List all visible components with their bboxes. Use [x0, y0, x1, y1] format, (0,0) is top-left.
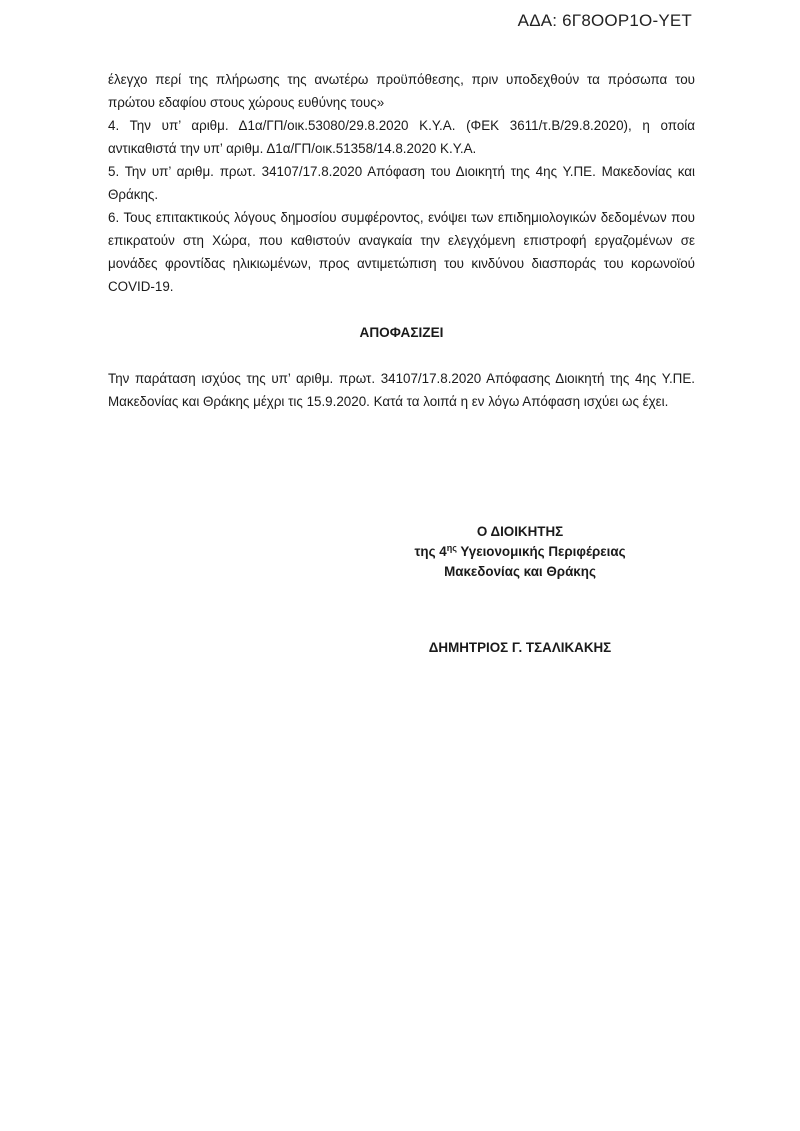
- decision-paragraph: Την παράταση ισχύος της υπ’ αριθμ. πρωτ. 34107/17.8.2020 Απόφασης Διοικητή της 4ης Υ.ΠΕ. Μακεδονίας και Θράκης μέχρι τις 15.9.2020. Κατά τα λοιπά η εν λόγω Απόφαση ισχύει ως έχει.: [108, 371, 695, 409]
- ada-code: ΑΔΑ: 6Γ8ΟΟΡ1Ο-ΥΕΤ: [517, 11, 692, 30]
- consideration-item-6: 6. Τους επιτακτικούς λόγους δημοσίου συμφέροντος, ενόψει των επιδημιολογικών δεδομένων που επικρατούν στη Χώρα, που καθιστούν αναγκαία την ελεγχόμενη επιστροφή εργαζομένων σε μονάδες φροντίδας ηλικιωμένων, προς αντιμετώπιση του κινδύνου διασποράς του κορωνοϊού COVID-19.: [108, 210, 695, 294]
- consideration-item-5: 5. Την υπ’ αριθμ. πρωτ. 34107/17.8.2020 Απόφαση του Διοικητή της 4ης Υ.ΠΕ. Μακεδονίας και Θράκης.: [108, 164, 695, 202]
- authority-suffix: Υγειονομικής Περιφέρειας: [456, 544, 626, 559]
- signatory-region-line: Μακεδονίας και Θράκης: [444, 564, 596, 579]
- signatory-name: ΔΗΜΗΤΡΙΟΣ Γ. ΤΣΑΛΙΚΑΚΗΣ: [428, 640, 612, 655]
- signature-block: [372, 522, 668, 582]
- authority-ordinal-suffix: ης: [446, 543, 457, 553]
- consideration-item-4: 4. Την υπ’ αριθμ. Δ1α/ΓΠ/οικ.53080/29.8.2020 Κ.Υ.Α. (ΦΕΚ 3611/τ.Β/29.8.2020), η οποία αντικαθιστά την υπ’ αριθμ. Δ1α/ΓΠ/οικ.51358/14.8.2020 Κ.Υ.Α.: [108, 118, 695, 156]
- signatory-title: Ο ΔΙΟΙΚΗΤΗΣ: [476, 524, 564, 539]
- considerations-block: [108, 68, 695, 298]
- decision-block: [108, 367, 695, 413]
- intro-continuation-paragraph: έλεγχο περί της πλήρωσης της ανωτέρω προϋπόθεσης, πριν υποδεχθούν τα πρόσωπα του πρώτου εδαφίου στους χώρους ευθύνης τους»: [108, 72, 695, 110]
- signatory-authority-line: [372, 542, 668, 562]
- authority-prefix: της 4: [414, 544, 447, 559]
- decision-heading: ΑΠΟΦΑΣΙΖΕΙ: [359, 325, 444, 340]
